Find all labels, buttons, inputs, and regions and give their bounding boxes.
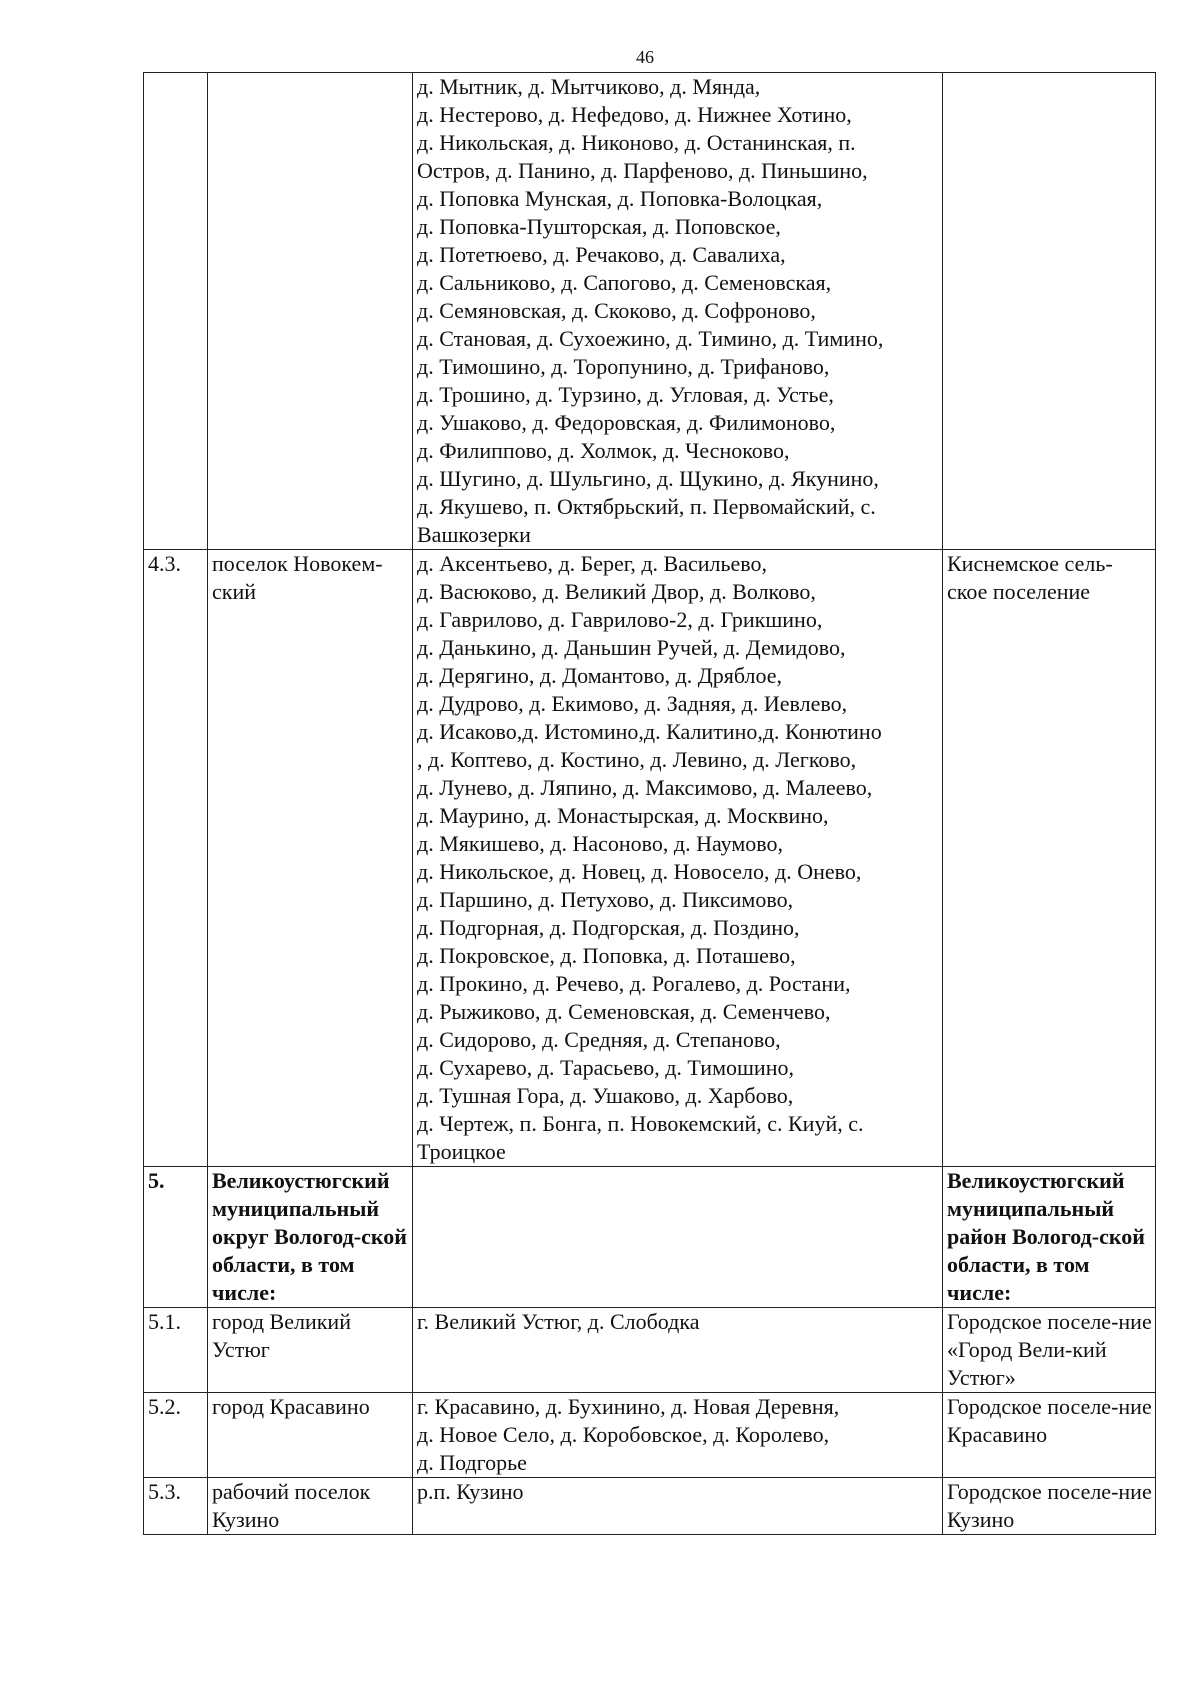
settlement-line: Вашкозерки bbox=[417, 522, 531, 547]
settlements-cell bbox=[413, 1478, 943, 1535]
settlement-line: д. Семяновская, д. Скоково, д. Софроново, bbox=[417, 298, 816, 323]
former-entity-cell: Великоустюгский муниципальный район Вологод-ской области, в том числе: bbox=[943, 1167, 1156, 1308]
settlement-line: д. Потетюево, д. Речаково, д. Савалиха, bbox=[417, 242, 786, 267]
settlement-line: д. Покровское, д. Поповка, д. Поташево, bbox=[417, 943, 796, 968]
settlements-table bbox=[143, 72, 1156, 1535]
settlement-line: д. Сальниково, д. Сапогово, д. Семеновская, bbox=[417, 270, 832, 295]
settlement-line: д. Сидорово, д. Средняя, д. Степаново, bbox=[417, 1027, 781, 1052]
settlement-line: д. Прокино, д. Речево, д. Рогалево, д. Ростани, bbox=[417, 971, 851, 996]
settlement-line: д. Исаково,д. Истомино,д. Калитино,д. Конютино bbox=[417, 719, 882, 744]
table-body bbox=[144, 73, 1156, 1535]
settlement-line: д. Дерягино, д. Домантово, д. Дряблое, bbox=[417, 663, 783, 688]
former-entity-cell: Городское поселе-ние Красавино bbox=[943, 1393, 1156, 1478]
settlement-line: д. Аксентьево, д. Берег, д. Васильево, bbox=[417, 551, 768, 576]
settlement-line: Остров, д. Панино, д. Парфеново, д. Пиньшино, bbox=[417, 158, 868, 183]
former-entity-cell bbox=[943, 73, 1156, 550]
settlements-cell bbox=[413, 1308, 943, 1393]
table-row bbox=[144, 550, 1156, 1167]
municipality-name-cell: город Красавино bbox=[208, 1393, 413, 1478]
settlement-line: д. Подгорная, д. Подгорская, д. Поздино, bbox=[417, 915, 800, 940]
settlement-line: д. Данькино, д. Даньшин Ручей, д. Демидово, bbox=[417, 635, 846, 660]
municipality-name-cell bbox=[208, 73, 413, 550]
former-entity-cell: Городское поселе-ние «Город Вели-кий Устюг» bbox=[943, 1308, 1156, 1393]
settlement-line: д. Ушаково, д. Федоровская, д. Филимоново, bbox=[417, 410, 836, 435]
settlement-line: д. Филиппово, д. Холмок, д. Чесноково, bbox=[417, 438, 790, 463]
settlements-cell bbox=[413, 73, 943, 550]
settlement-line: д. Васюково, д. Великий Двор, д. Волково, bbox=[417, 579, 816, 604]
settlement-line: д. Маурино, д. Монастырская, д. Москвино, bbox=[417, 803, 829, 828]
settlement-line: д. Мытник, д. Мытчиково, д. Мянда, bbox=[417, 74, 761, 99]
settlement-line: д. Нестерово, д. Нефедово, д. Нижнее Хотино, bbox=[417, 102, 852, 127]
settlement-line: д. Мякишево, д. Насоново, д. Наумово, bbox=[417, 831, 783, 856]
municipality-name-cell: Великоустюгский муниципальный округ Вологод-ской области, в том числе: bbox=[208, 1167, 413, 1308]
settlements-cell bbox=[413, 1167, 943, 1308]
settlement-line: г. Красавино, д. Бухинино, д. Новая Деревня, bbox=[417, 1394, 840, 1419]
settlement-line: д. Паршино, д. Петухово, д. Пиксимово, bbox=[417, 887, 794, 912]
municipality-name-cell: город Великий Устюг bbox=[208, 1308, 413, 1393]
municipality-name-cell: поселок Новокем-ский bbox=[208, 550, 413, 1167]
settlement-line: д. Гаврилово, д. Гаврилово-2, д. Грикшино, bbox=[417, 607, 823, 632]
settlement-line: д. Поповка-Пушторская, д. Поповское, bbox=[417, 214, 781, 239]
settlement-line: д. Новое Село, д. Коробовское, д. Королево, bbox=[417, 1422, 830, 1447]
settlement-line: , д. Коптево, д. Костино, д. Левино, д. Легково, bbox=[417, 747, 857, 772]
row-number-cell bbox=[144, 73, 208, 550]
row-number-cell: 5. bbox=[144, 1167, 208, 1308]
settlement-line: д. Чертеж, п. Бонга, п. Новокемский, с. Киуй, с. bbox=[417, 1111, 864, 1136]
table-row bbox=[144, 1308, 1156, 1393]
settlement-line: д. Подгорье bbox=[417, 1450, 527, 1475]
table-row bbox=[144, 1167, 1156, 1308]
settlements-cell bbox=[413, 1393, 943, 1478]
table-row bbox=[144, 1478, 1156, 1535]
table-row bbox=[144, 73, 1156, 550]
settlement-line: д. Трошино, д. Турзино, д. Угловая, д. Устье, bbox=[417, 382, 834, 407]
settlement-line: Троицкое bbox=[417, 1139, 506, 1164]
settlement-line: д. Лунево, д. Ляпино, д. Максимово, д. Малеево, bbox=[417, 775, 873, 800]
settlement-line: д. Тимошино, д. Торопунино, д. Трифаново, bbox=[417, 354, 830, 379]
settlement-line: д. Якушево, п. Октябрьский, п. Первомайский, с. bbox=[417, 494, 876, 519]
page-number: 46 bbox=[636, 47, 654, 67]
municipality-name-cell: рабочий поселок Кузино bbox=[208, 1478, 413, 1535]
settlement-line: д. Дудрово, д. Екимово, д. Задняя, д. Иевлево, bbox=[417, 691, 848, 716]
former-entity-cell: Киснемское сель-ское поселение bbox=[943, 550, 1156, 1167]
settlement-line: д. Поповка Мунская, д. Поповка-Волоцкая, bbox=[417, 186, 823, 211]
settlement-line: д. Никольское, д. Новец, д. Новосело, д. Онево, bbox=[417, 859, 862, 884]
settlement-line: д. Никольская, д. Никоново, д. Останинская, п. bbox=[417, 130, 856, 155]
row-number-cell: 5.2. bbox=[144, 1393, 208, 1478]
settlement-line: д. Становая, д. Сухоежино, д. Тимино, д. Тимино, bbox=[417, 326, 884, 351]
settlement-line: г. Великий Устюг, д. Слободка bbox=[417, 1309, 700, 1334]
former-entity-cell: Городское поселе-ние Кузино bbox=[943, 1478, 1156, 1535]
settlement-line: д. Сухарево, д. Тарасьево, д. Тимошино, bbox=[417, 1055, 794, 1080]
settlement-line: р.п. Кузино bbox=[417, 1479, 524, 1504]
row-number-cell: 5.1. bbox=[144, 1308, 208, 1393]
row-number-cell: 5.3. bbox=[144, 1478, 208, 1535]
row-number-cell: 4.3. bbox=[144, 550, 208, 1167]
settlements-cell bbox=[413, 550, 943, 1167]
settlement-line: д. Шугино, д. Шульгино, д. Щукино, д. Якунино, bbox=[417, 466, 879, 491]
settlement-line: д. Тушная Гора, д. Ушаково, д. Харбово, bbox=[417, 1083, 794, 1108]
settlement-line: д. Рыжиково, д. Семеновская, д. Семенчево, bbox=[417, 999, 831, 1024]
table-row bbox=[144, 1393, 1156, 1478]
